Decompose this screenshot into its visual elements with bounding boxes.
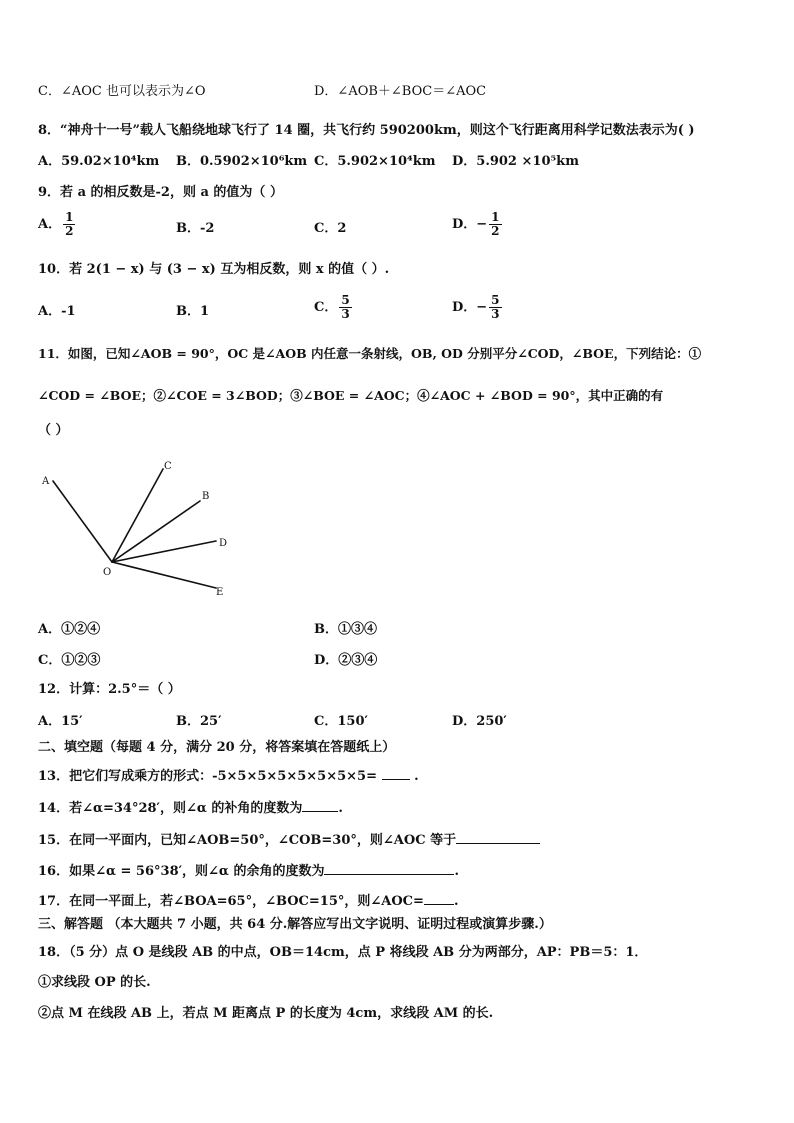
q12-option-d: D．250′ [452,714,507,729]
q9-option-a: A． $\frac{1}{2}$ [38,210,74,238]
q10-option-d: D．− $\frac{5}{3}$ [452,293,500,321]
label-d: D [219,538,228,549]
q16-answer-blank[interactable] [324,861,454,875]
q13-stem: 13．把它们写成乘方的形式：-5×5×5×5×5×5×5×5= . [38,766,419,786]
q8-option-d: D．5.902 ×10⁵km [452,154,579,169]
q12-stem: 12．计算：2.5°＝（ ） [38,682,181,697]
label-b: B [202,491,210,502]
q15-answer-blank[interactable] [456,830,540,844]
q17-answer-blank[interactable] [424,891,454,905]
q18-part-1: ①求线段 OP 的长. [38,975,151,990]
q17-stem: 17．在同一平面上，若∠BOA=65°，∠BOC=15°，则∠AOC= . [38,891,458,911]
q11-option-d: D．②③④ [314,653,378,668]
q15-stem: 15．在同一平面内，已知∠AOB=50°，∠COB=30°，则∠AOC 等于 [38,830,540,850]
q9-option-d: D．− $\frac{1}{2}$ [452,210,500,238]
label-a: A [42,476,50,487]
q10-option-b: B．1 [176,304,210,319]
q16-stem: 16．如果∠α = 56°38′，则∠α 的余角的度数为 . [38,861,459,881]
q11-option-a: A．①②④ [38,622,101,637]
q10-stem: 10．若 2(1 − x) 与 (3 − x) 互为相反数，则 x 的值（ ）. [38,262,390,277]
q12-option-a: A．15′ [38,714,83,729]
q8-option-b: B．0.5902×10⁶km [176,154,308,169]
q14-stem: 14．若∠α=34°28′，则∠α 的补角的度数为 . [38,798,343,818]
q11-option-b: B．①③④ [314,622,377,637]
q11-stem-line3: （ ） [38,423,69,438]
q12-option-c: C．150′ [314,714,368,729]
q7-option-c: C．∠AOC 也可以表示为∠O [38,84,206,99]
ray-oc [112,469,163,562]
q8-stem: 8．“神舟十一号”载人飞船绕地球飞行了 14 圈，共飞行约 590200km，则这个飞行距离用科学记数法表示为( ) [38,123,695,138]
q11-option-c: C．①②③ [38,653,101,668]
q9-stem: 9．若 a 的相反数是-2，则 a 的值为（ ） [38,185,283,200]
q11-stem-line2: ∠COD = ∠BOE；②∠COE = 3∠BOD；③∠BOE = ∠AOC；④∠AOC + ∠BOD = 90°，其中正确的有 [38,388,664,403]
label-o: O [103,567,112,578]
q12-option-b: B．25′ [176,714,222,729]
q13-answer-blank[interactable] [382,766,410,780]
ray-oe [112,562,216,588]
q9-option-c: C．2 [314,221,347,236]
q14-answer-blank[interactable] [302,798,338,812]
q8-option-a: A．59.02×10⁴km [38,154,160,169]
q7-option-d: D．∠AOB＋∠BOC＝∠AOC [314,84,487,99]
q8-option-c: C．5.902×10⁴km [314,154,436,169]
q18-part-2: ②点 M 在线段 AB 上，若点 M 距离点 P 的长度为 4cm，求线段 AM 的长. [38,1006,494,1021]
section-2-heading: 二、填空题（每题 4 分，满分 20 分，将答案填在答题纸上） [38,740,396,755]
q18-stem: 18．（5 分）点 O 是线段 AB 的中点，OB＝14cm，点 P 将线段 AB 分为两部分，AP：PB＝5：1． [38,945,648,960]
label-c: C [164,461,172,472]
angle-figure [36,455,246,605]
ray-oa [53,481,112,562]
q11-stem-line1: 11．如图，已知∠AOB = 90°，OC 是∠AOB 内任意一条射线，OB, OD 分别平分∠COD，∠BOE，下列结论：① [38,346,702,361]
label-e: E [216,587,224,598]
q9-option-b: B．-2 [176,221,215,236]
q10-option-c: C． $\frac{5}{3}$ [314,293,350,321]
q10-option-a: A．-1 [38,304,76,319]
section-3-heading: 三、解答题 （本大题共 7 小题，共 64 分.解答应写出文字说明、证明过程或演算步骤.） [38,917,552,932]
